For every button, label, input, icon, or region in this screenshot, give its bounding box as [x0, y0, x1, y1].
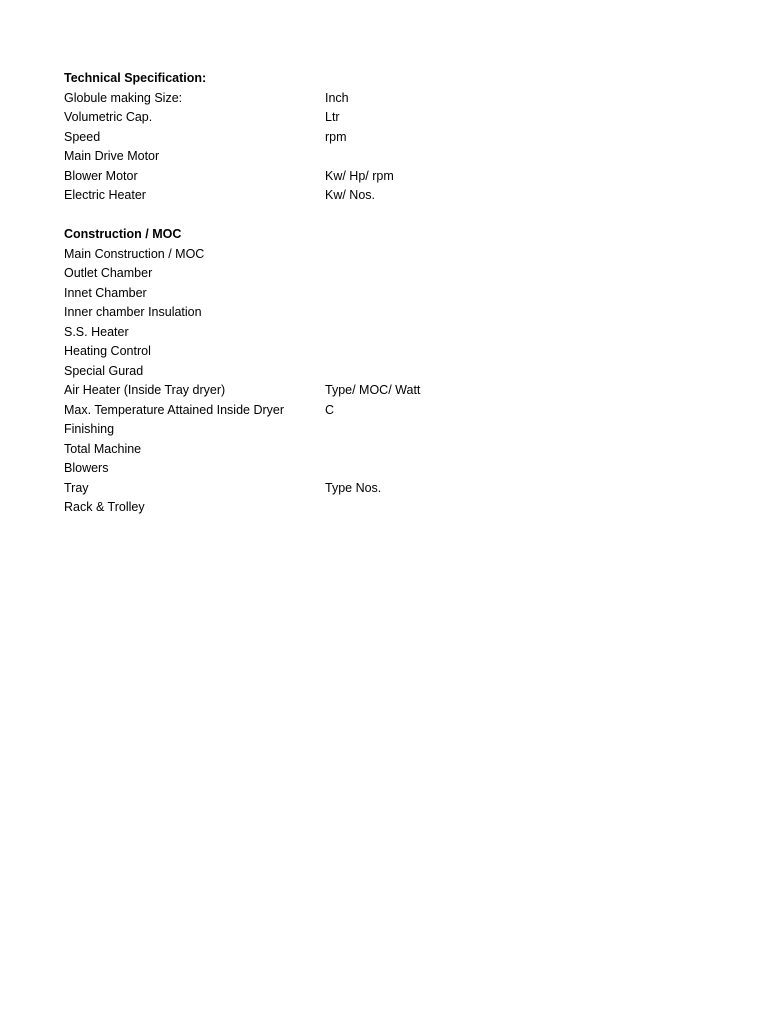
spec-label: Volumetric Cap.: [64, 110, 153, 124]
spec-unit: [325, 440, 625, 460]
section-heading-technical-specification: [64, 69, 704, 89]
spec-unit: [325, 342, 625, 362]
section-heading-unit: [325, 69, 625, 89]
spec-unit: [325, 420, 625, 440]
spec-row: [64, 167, 704, 187]
section-heading-construction-moc: [64, 225, 704, 245]
spec-label: Electric Heater: [64, 188, 146, 202]
section-heading: Construction / MOC: [64, 227, 182, 241]
spec-unit: [325, 498, 625, 518]
spec-unit: rpm: [325, 129, 347, 144]
spec-label: Speed: [64, 129, 101, 144]
spec-row: [64, 89, 704, 109]
spec-sheet: [64, 69, 704, 518]
spec-row: [64, 323, 704, 343]
spec-row: [64, 342, 704, 362]
spec-unit: Inch: [325, 90, 349, 105]
spec-row: [64, 264, 704, 284]
spec-label: Blower Motor: [64, 168, 138, 183]
spec-row: [64, 284, 704, 304]
spec-unit: Kw/ Hp/ rpm: [325, 168, 394, 183]
spec-row: [64, 420, 704, 440]
spec-unit: [325, 459, 625, 479]
spec-label: Blowers: [64, 461, 109, 475]
spec-label: Globule making Size:: [64, 90, 183, 105]
spec-row: [64, 479, 704, 499]
spec-unit: [325, 362, 625, 382]
spec-label: S.S. Heater: [64, 324, 129, 339]
spec-unit: C: [325, 402, 335, 417]
spec-label: Air Heater (Inside Tray dryer): [64, 383, 226, 397]
spec-row: [64, 245, 704, 265]
section-heading-unit: [325, 225, 625, 245]
blank-row: [64, 206, 704, 226]
spec-label: Special Gurad: [64, 363, 144, 378]
spec-label: Rack & Trolley: [64, 500, 145, 514]
spec-unit: Type Nos.: [325, 480, 382, 495]
spec-row: [64, 381, 704, 401]
spec-unit: [325, 284, 625, 304]
spec-unit: [325, 147, 625, 167]
spec-unit: Kw/ Nos.: [325, 188, 376, 202]
spec-label: Max. Temperature Attained Inside Dryer: [64, 402, 285, 417]
section-heading: Technical Specification:: [64, 71, 207, 85]
spec-row: [64, 108, 704, 128]
spec-row: [64, 401, 704, 421]
spec-unit: [325, 264, 625, 284]
spec-row: [64, 498, 704, 518]
spec-row: [64, 440, 704, 460]
spec-row: [64, 186, 704, 206]
spec-label: Inner chamber Insulation: [64, 305, 202, 319]
spec-unit: [325, 303, 625, 323]
spec-unit: Ltr: [325, 110, 340, 124]
spec-label: Main Drive Motor: [64, 149, 160, 163]
spec-label: Main Construction / MOC: [64, 246, 205, 261]
spec-row: [64, 459, 704, 479]
spec-row: [64, 362, 704, 382]
spec-row: [64, 128, 704, 148]
spec-row: [64, 303, 704, 323]
spec-label: Tray: [64, 480, 89, 495]
spec-label: Total Machine: [64, 441, 142, 456]
spec-label: Innet Chamber: [64, 285, 147, 300]
spec-unit: [325, 245, 625, 265]
spec-row: [64, 147, 704, 167]
spec-unit: [325, 323, 625, 343]
spec-label: Heating Control: [64, 344, 151, 358]
spec-label: Finishing: [64, 422, 115, 436]
spec-label: Outlet Chamber: [64, 266, 153, 280]
spec-unit: Type/ MOC/ Watt: [325, 383, 421, 397]
